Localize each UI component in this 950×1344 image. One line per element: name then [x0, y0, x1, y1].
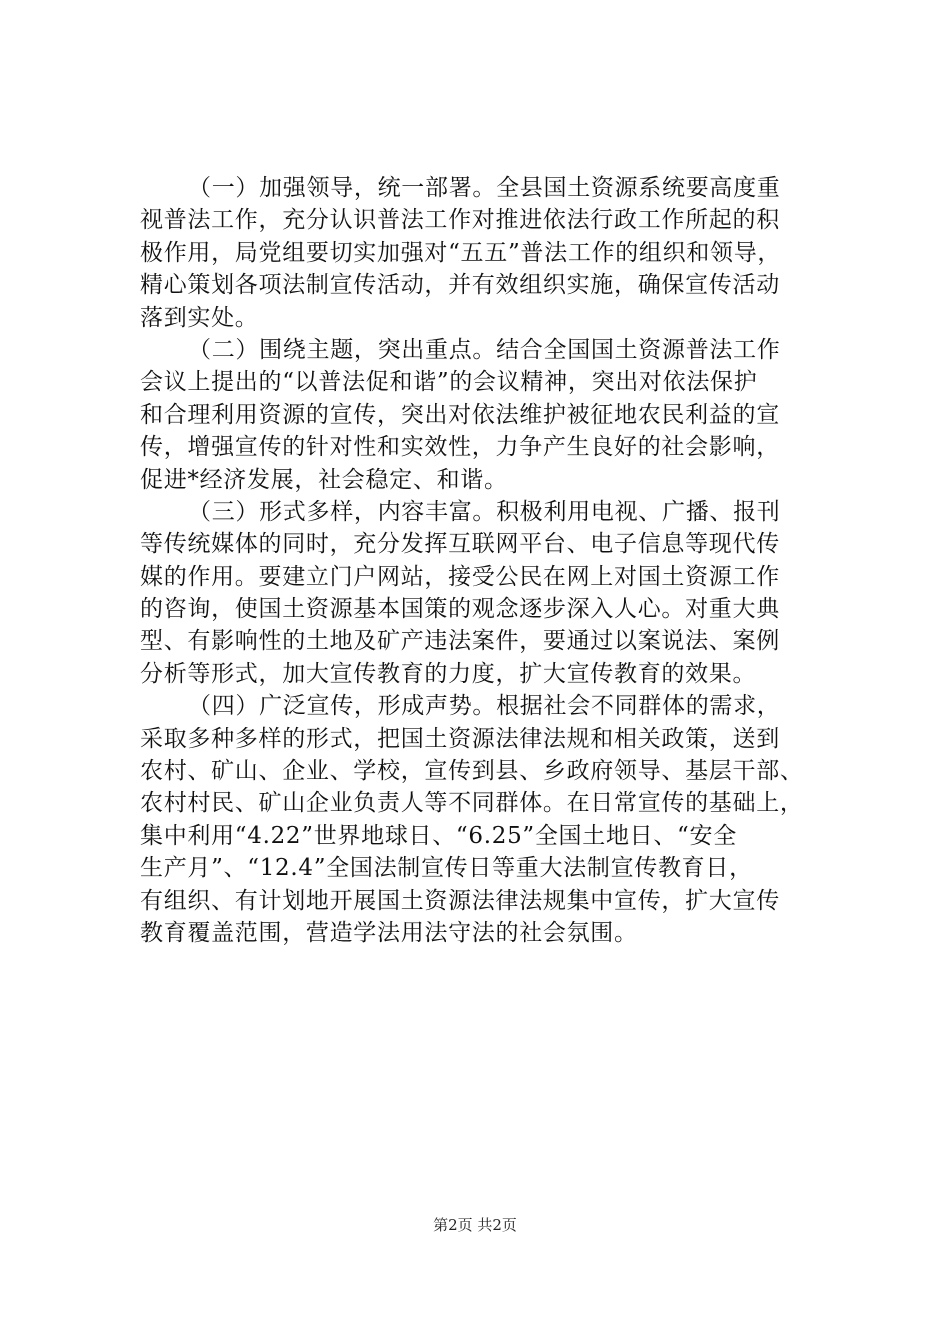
paragraph-3-line: （三）形式多样，内容丰富。积极利用电视、广播、报刊 — [188, 498, 781, 525]
paragraph-2-line: 和合理利用资源的宣传，突出对依法维护被征地农民利益的宣 — [140, 401, 780, 428]
paragraph-2-line: 促进*经济发展，社会稳定、和谐。 — [140, 466, 508, 493]
paragraph-1-line: 落到实处。 — [140, 304, 259, 331]
paragraph-4-line: 农村村民、矿山企业负责人等不同群体。在日常宣传的基础上， — [140, 790, 804, 817]
paragraph-1-line: 极作用，局党组要切实加强对“五五”普法工作的组织和领导， — [140, 239, 782, 266]
paragraph-2-line: （二）围绕主题，突出重点。结合全国国土资源普法工作 — [188, 336, 781, 363]
paragraph-2-line: 传，增强宣传的针对性和实效性，力争产生良好的社会影响， — [140, 434, 780, 461]
paragraph-4-line: 教育覆盖范围，营造学法用法守法的社会氛围。 — [140, 919, 638, 946]
paragraph-4-line: （四）广泛宣传，形成声势。根据社会不同群体的需求， — [188, 693, 781, 720]
paragraph-1-line: 视普法工作，充分认识普法工作对推进依法行政工作所起的积 — [140, 207, 780, 234]
paragraph-4-line: 有组织、有计划地开展国土资源法律法规集中宣传，扩大宣传 — [140, 887, 780, 914]
paragraph-3-line: 媒的作用。要建立门户网站，接受公民在网上对国土资源工作 — [140, 563, 780, 590]
paragraph-4-line: 采取多种多样的形式，把国土资源法律法规和相关政策，送到 — [140, 725, 780, 752]
paragraph-4-line: 农村、矿山、企业、学校，宣传到县、乡政府领导、基层干部、 — [140, 758, 804, 785]
paragraph-1-line: 精心策划各项法制宣传活动，并有效组织实施，确保宣传活动 — [140, 272, 780, 299]
paragraph-4-line: 集中利用“4.22”世界地球日、“6.25”全国土地日、“安全 — [140, 822, 737, 849]
paragraph-3-line: 等传统媒体的同时，充分发挥互联网平台、电子信息等现代传 — [140, 531, 780, 558]
paragraph-2-line: 会议上提出的“以普法促和谐”的会议精神，突出对依法保护 — [140, 369, 758, 396]
paragraph-1-line: （一）加强领导，统一部署。全县国土资源系统要高度重 — [188, 175, 781, 201]
page-number-footer: 第2页 共2页 — [433, 1216, 517, 1234]
paragraph-3-line: 型、有影响性的土地及矿产违法案件，要通过以案说法、案例 — [140, 628, 780, 655]
paragraph-4-line: 生产月”、“12.4”全国法制宣传日等重大法制宣传教育日， — [140, 855, 753, 882]
document-body — [140, 172, 840, 949]
paragraph-3-line: 分析等形式，加大宣传教育的力度，扩大宣传教育的效果。 — [140, 660, 757, 687]
paragraph-3-line: 的咨询，使国土资源基本国策的观念逐步深入人心。对重大典 — [140, 596, 780, 623]
